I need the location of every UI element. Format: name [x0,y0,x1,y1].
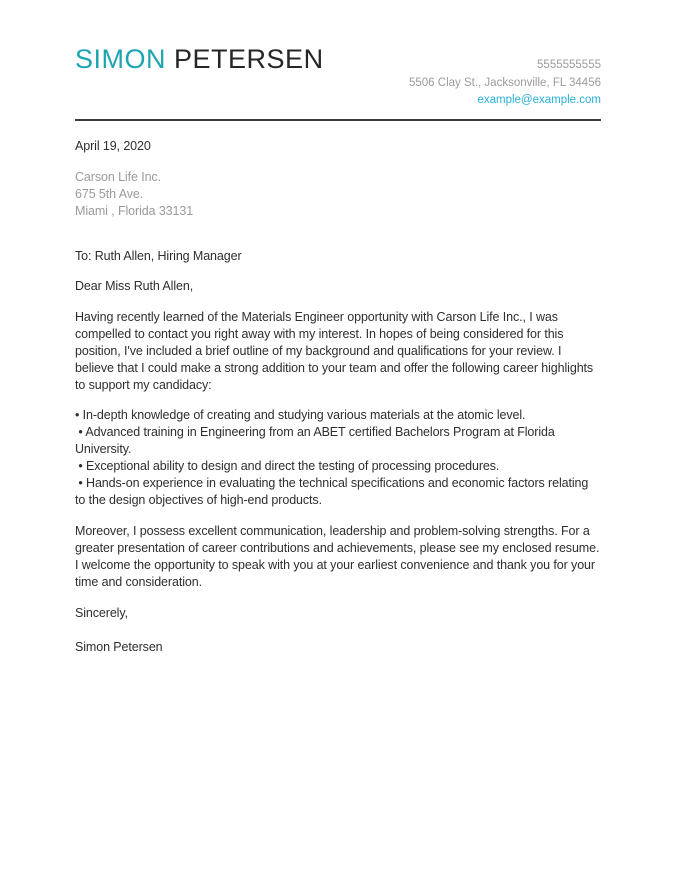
recipient-city: Miami , Florida 33131 [75,203,194,218]
highlight-item: • Exceptional ability to design and direct the testing of processing procedures. [75,458,500,473]
letter-header [75,45,601,110]
salutation: Dear Miss Ruth Allen, [75,278,194,293]
to-line: To: Ruth Allen, Hiring Manager [75,248,242,263]
candidate-name [75,45,324,73]
letter-body [75,138,601,656]
highlight-item: • Hands-on experience in evaluating the technical specifications and economic factors relating to the design objectives of high-end products. [75,475,592,507]
candidate-first-name: SIMON [75,44,167,74]
contact-address: 5506 Clay St., Jacksonville, FL 34456 [409,76,601,89]
letter-date: April 19, 2020 [75,138,151,153]
candidate-last-name: PETERSEN [174,44,324,74]
contact-block [409,57,601,110]
signature-name: Simon Petersen [75,639,163,654]
highlight-item: • Advanced training in Engineering from an ABET certified Bachelors Program at Florida University. [75,424,559,456]
intro-paragraph: Having recently learned of the Materials Engineer opportunity with Carson Life Inc., I was compelled to contact you right away with my interest. In hopes of being considered for this position, I've included a brief outline of my background and qualifications for your review. I believe that I could make a strong addition to your team and offer the following career highlights to support my candidacy: [75,309,594,392]
contact-email-link[interactable]: example@example.com [477,94,601,106]
recipient-company: Carson Life Inc. [75,169,161,184]
recipient-address-block [75,169,601,220]
contact-phone: 5555555555 [537,59,601,71]
closing-paragraph: Moreover, I possess excellent communication, leadership and problem-solving strengths. For a greater presentation of career contributions and achievements, please see my enclosed resume. I welcome the opportunity to speak with you at your earliest convenience and thank you for your time and consideration. [75,523,600,589]
highlights-list [75,407,601,509]
closing-salutation: Sincerely, [75,605,128,620]
recipient-street: 675 5th Ave. [75,186,144,201]
header-divider [75,119,601,121]
highlight-item: • In-depth knowledge of creating and studying various materials at the atomic level. [75,407,526,422]
